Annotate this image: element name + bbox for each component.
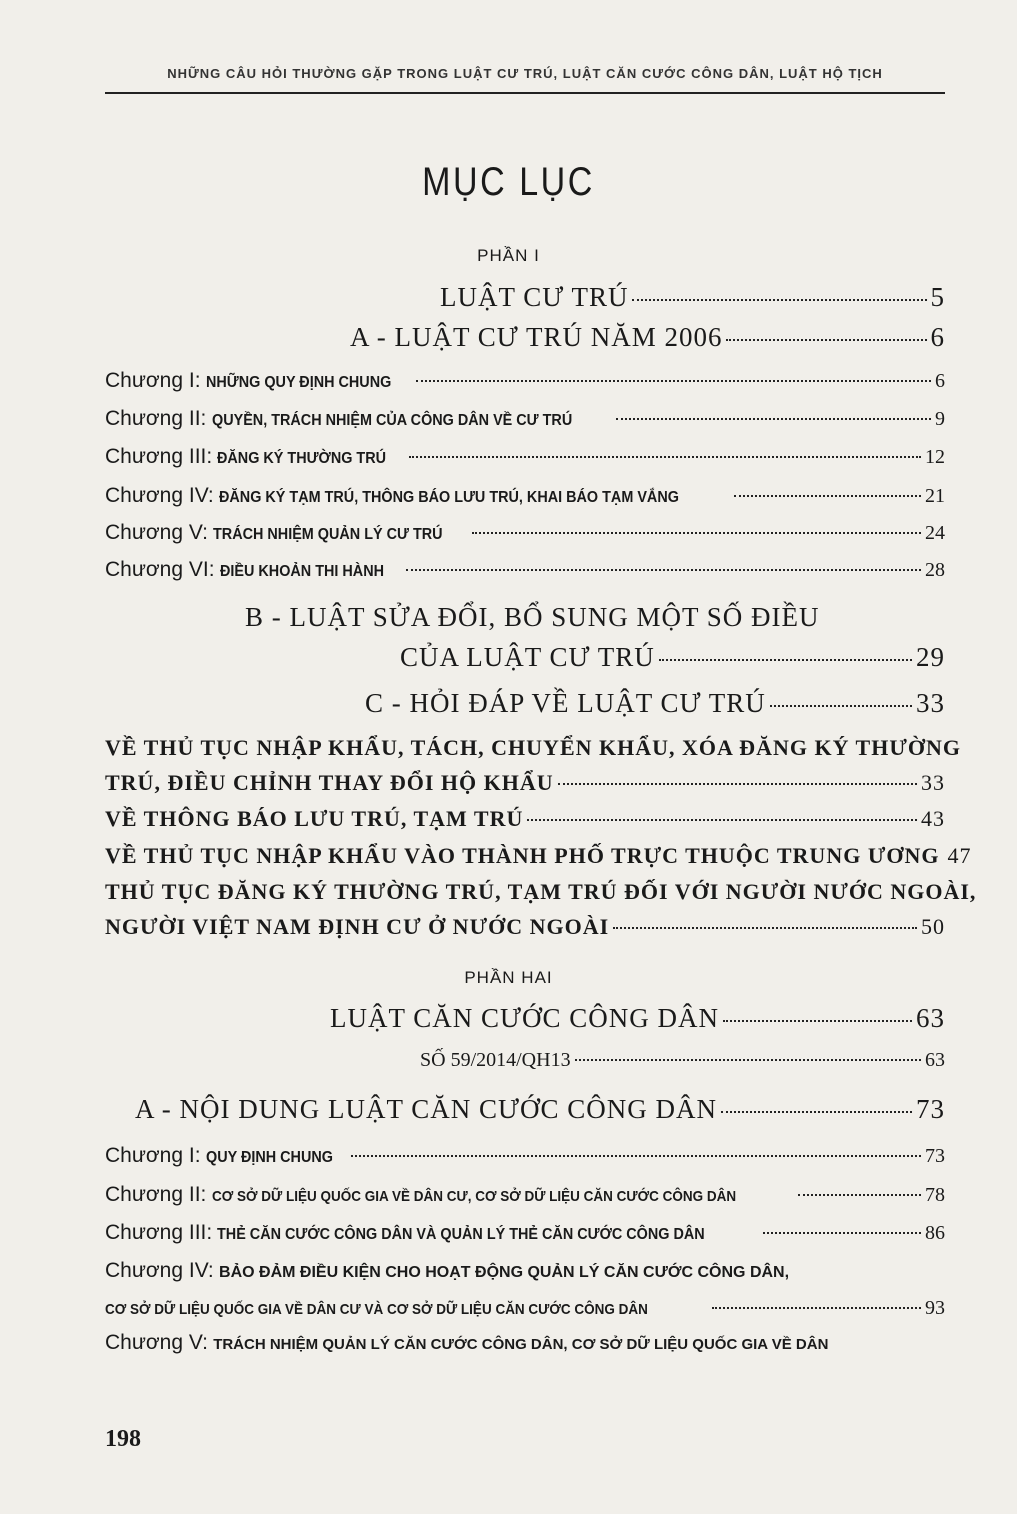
toc-entry-chapter bbox=[105, 406, 945, 431]
qa-heading: THỦ TỤC ĐĂNG KÝ THƯỜNG TRÚ, TẠM TRÚ ĐỐI VỚI NGƯỜI NƯỚC NGOÀI, bbox=[105, 879, 977, 904]
chapter-name: TRÁCH NHIỆM QUẢN LÝ CĂN CƯỚC CÔNG DÂN, CƠ SỞ DỮ LIỆU QUỐC GIA VỀ DÂN bbox=[213, 1336, 829, 1353]
entry-label: A - NỘI DUNG LUẬT CĂN CƯỚC CÔNG DÂN bbox=[135, 1094, 717, 1124]
chapter-name: CƠ SỞ DỮ LIỆU QUỐC GIA VỀ DÂN CƯ, CƠ SỞ DỮ LIỆU CĂN CƯỚC CÔNG DÂN bbox=[211, 1188, 736, 1205]
entry-page: 73 bbox=[916, 1094, 945, 1124]
running-head: NHỮNG CÂU HỎI THƯỜNG GẶP TRONG LUẬT CƯ TRÚ, LUẬT CĂN CƯỚC CÔNG DÂN, LUẬT HỘ TỊCH bbox=[167, 66, 883, 81]
qa-heading: VỀ THỦ TỤC NHẬP KHẨU, TÁCH, CHUYỂN KHẨU, XÓA ĐĂNG KÝ THƯỜNG bbox=[105, 735, 961, 760]
chapter-line bbox=[105, 1258, 945, 1283]
entry-label: A - LUẬT CƯ TRÚ NĂM 2006 bbox=[350, 322, 723, 352]
dot-leader bbox=[613, 927, 917, 929]
dot-leader bbox=[406, 569, 921, 571]
toc-entry-section bbox=[365, 688, 945, 719]
part-label: PHẦN I bbox=[477, 246, 540, 265]
chapter-name: BẢO ĐẢM ĐIỀU KIỆN CHO HOẠT ĐỘNG QUẢN LÝ CĂN CƯỚC CÔNG DÂN, bbox=[219, 1264, 790, 1281]
dot-leader bbox=[409, 456, 921, 458]
toc-entry-chapter bbox=[105, 444, 945, 469]
toc-entry-qa bbox=[105, 770, 945, 796]
toc-entry-chapter bbox=[105, 557, 945, 582]
toc-entry-qa bbox=[105, 843, 972, 869]
chapter-name: ĐĂNG KÝ TẠM TRÚ, THÔNG BÁO LƯU TRÚ, KHAI BÁO TẠM VẮNG bbox=[219, 489, 679, 506]
dot-leader bbox=[726, 339, 926, 341]
toc-entry-main bbox=[330, 1003, 945, 1034]
dot-leader bbox=[723, 1020, 912, 1022]
toc-entry-section bbox=[135, 1094, 945, 1125]
dot-leader bbox=[659, 659, 912, 661]
entry-page: 33 bbox=[921, 770, 945, 795]
chapter-prefix: Chương V: bbox=[105, 521, 208, 544]
header-rule bbox=[105, 92, 945, 94]
section-heading: B - LUẬT SỬA ĐỔI, BỔ SUNG MỘT SỐ ĐIỀU bbox=[245, 602, 820, 632]
toc-entry-qa bbox=[105, 806, 945, 832]
dot-leader bbox=[798, 1194, 921, 1196]
dot-leader bbox=[632, 299, 926, 301]
toc-entry-section bbox=[350, 322, 945, 353]
chapter-prefix: Chương II: bbox=[105, 407, 207, 430]
entry-page: 21 bbox=[925, 485, 945, 507]
entry-page: 47 bbox=[947, 843, 972, 868]
toc-entry-chapter bbox=[105, 1295, 945, 1320]
entry-page: 50 bbox=[921, 914, 945, 939]
entry-label: TRÚ, ĐIỀU CHỈNH THAY ĐỔI HỘ KHẨU bbox=[105, 770, 554, 795]
chapter-prefix: Chương I: bbox=[105, 369, 201, 392]
toc-entry-section bbox=[400, 642, 945, 673]
chapter-prefix: Chương V: bbox=[105, 1331, 208, 1354]
chapter-name: ĐĂNG KÝ THƯỜNG TRÚ bbox=[217, 450, 387, 467]
entry-page: 78 bbox=[925, 1184, 945, 1206]
entry-label: C - HỎI ĐÁP VỀ LUẬT CƯ TRÚ bbox=[365, 688, 766, 718]
entry-page: 6 bbox=[935, 370, 945, 392]
chapter-name: TRÁCH NHIỆM QUẢN LÝ CƯ TRÚ bbox=[213, 526, 443, 543]
toc-entry-chapter bbox=[105, 1220, 945, 1245]
dot-leader bbox=[616, 418, 931, 420]
dot-leader bbox=[416, 380, 931, 382]
toc-entry-chapter bbox=[105, 483, 945, 508]
entry-page: 43 bbox=[921, 806, 945, 831]
entry-page: 86 bbox=[925, 1222, 945, 1244]
chapter-name: THẺ CĂN CƯỚC CÔNG DÂN VÀ QUẢN LÝ THẺ CĂN CƯỚC CÔNG DÂN bbox=[217, 1226, 706, 1243]
chapter-name: QUYỀN, TRÁCH NHIỆM CỦA CÔNG DÂN VỀ CƯ TRÚ bbox=[211, 412, 572, 429]
entry-page: 12 bbox=[925, 446, 945, 468]
dot-leader bbox=[712, 1307, 921, 1309]
entry-label: LUẬT CĂN CƯỚC CÔNG DÂN bbox=[330, 1003, 719, 1033]
entry-label: VỀ THÔNG BÁO LƯU TRÚ, TẠM TRÚ bbox=[105, 806, 524, 831]
chapter-name: CƠ SỞ DỮ LIỆU QUỐC GIA VỀ DÂN CƯ VÀ CƠ SỞ DỮ LIỆU CĂN CƯỚC CÔNG DÂN bbox=[105, 1301, 648, 1318]
dot-leader bbox=[527, 819, 917, 821]
chapter-line bbox=[105, 1330, 945, 1355]
page-title: MỤC LỤC bbox=[422, 160, 595, 204]
dot-leader bbox=[351, 1155, 921, 1157]
chapter-name: NHỮNG QUY ĐỊNH CHUNG bbox=[205, 374, 392, 391]
dot-leader bbox=[472, 532, 921, 534]
chapter-prefix: Chương I: bbox=[105, 1144, 201, 1167]
entry-page: 63 bbox=[916, 1003, 945, 1033]
toc-entry-chapter bbox=[105, 368, 945, 393]
entry-label: NGƯỜI VIỆT NAM ĐỊNH CƯ Ở NƯỚC NGOÀI bbox=[105, 914, 610, 939]
chapter-prefix: Chương IV: bbox=[105, 1259, 214, 1282]
dot-leader bbox=[734, 495, 921, 497]
part-label: PHẦN HAI bbox=[464, 968, 553, 987]
entry-label: SỐ 59/2014/QH13 bbox=[420, 1049, 571, 1071]
toc-entry-chapter bbox=[105, 1143, 945, 1168]
toc-entry-number bbox=[420, 1049, 945, 1072]
chapter-prefix: Chương IV: bbox=[105, 484, 214, 507]
chapter-prefix: Chương II: bbox=[105, 1183, 207, 1206]
chapter-prefix: Chương III: bbox=[105, 445, 213, 468]
page-number: 198 bbox=[105, 1426, 141, 1452]
entry-page: 73 bbox=[925, 1145, 945, 1167]
dot-leader bbox=[770, 705, 912, 707]
dot-leader bbox=[721, 1111, 912, 1113]
dot-leader bbox=[558, 783, 917, 785]
toc-entry-main bbox=[440, 282, 945, 313]
entry-label: LUẬT CƯ TRÚ bbox=[440, 282, 629, 312]
entry-page: 9 bbox=[935, 408, 945, 430]
chapter-prefix: Chương III: bbox=[105, 1221, 213, 1244]
entry-page: 28 bbox=[925, 559, 945, 581]
chapter-name: QUY ĐỊNH CHUNG bbox=[205, 1149, 333, 1166]
entry-page: 6 bbox=[930, 322, 945, 352]
entry-page: 5 bbox=[930, 282, 945, 312]
chapter-name: ĐIỀU KHOẢN THI HÀNH bbox=[219, 563, 384, 580]
entry-label: CỦA LUẬT CƯ TRÚ bbox=[400, 642, 655, 672]
dot-leader bbox=[763, 1232, 921, 1234]
entry-page: 93 bbox=[925, 1297, 945, 1319]
toc-entry-qa bbox=[105, 914, 945, 940]
entry-page: 63 bbox=[925, 1049, 945, 1071]
dot-leader bbox=[575, 1059, 921, 1061]
toc-entry-chapter bbox=[105, 520, 945, 545]
entry-label: VỀ THỦ TỤC NHẬP KHẨU VÀO THÀNH PHỐ TRỰC THUỘC TRUNG ƯƠNG bbox=[105, 843, 940, 868]
entry-page: 24 bbox=[925, 522, 945, 544]
toc-entry-chapter bbox=[105, 1182, 945, 1207]
entry-page: 29 bbox=[916, 642, 945, 672]
chapter-prefix: Chương VI: bbox=[105, 558, 215, 581]
entry-page: 33 bbox=[916, 688, 945, 718]
